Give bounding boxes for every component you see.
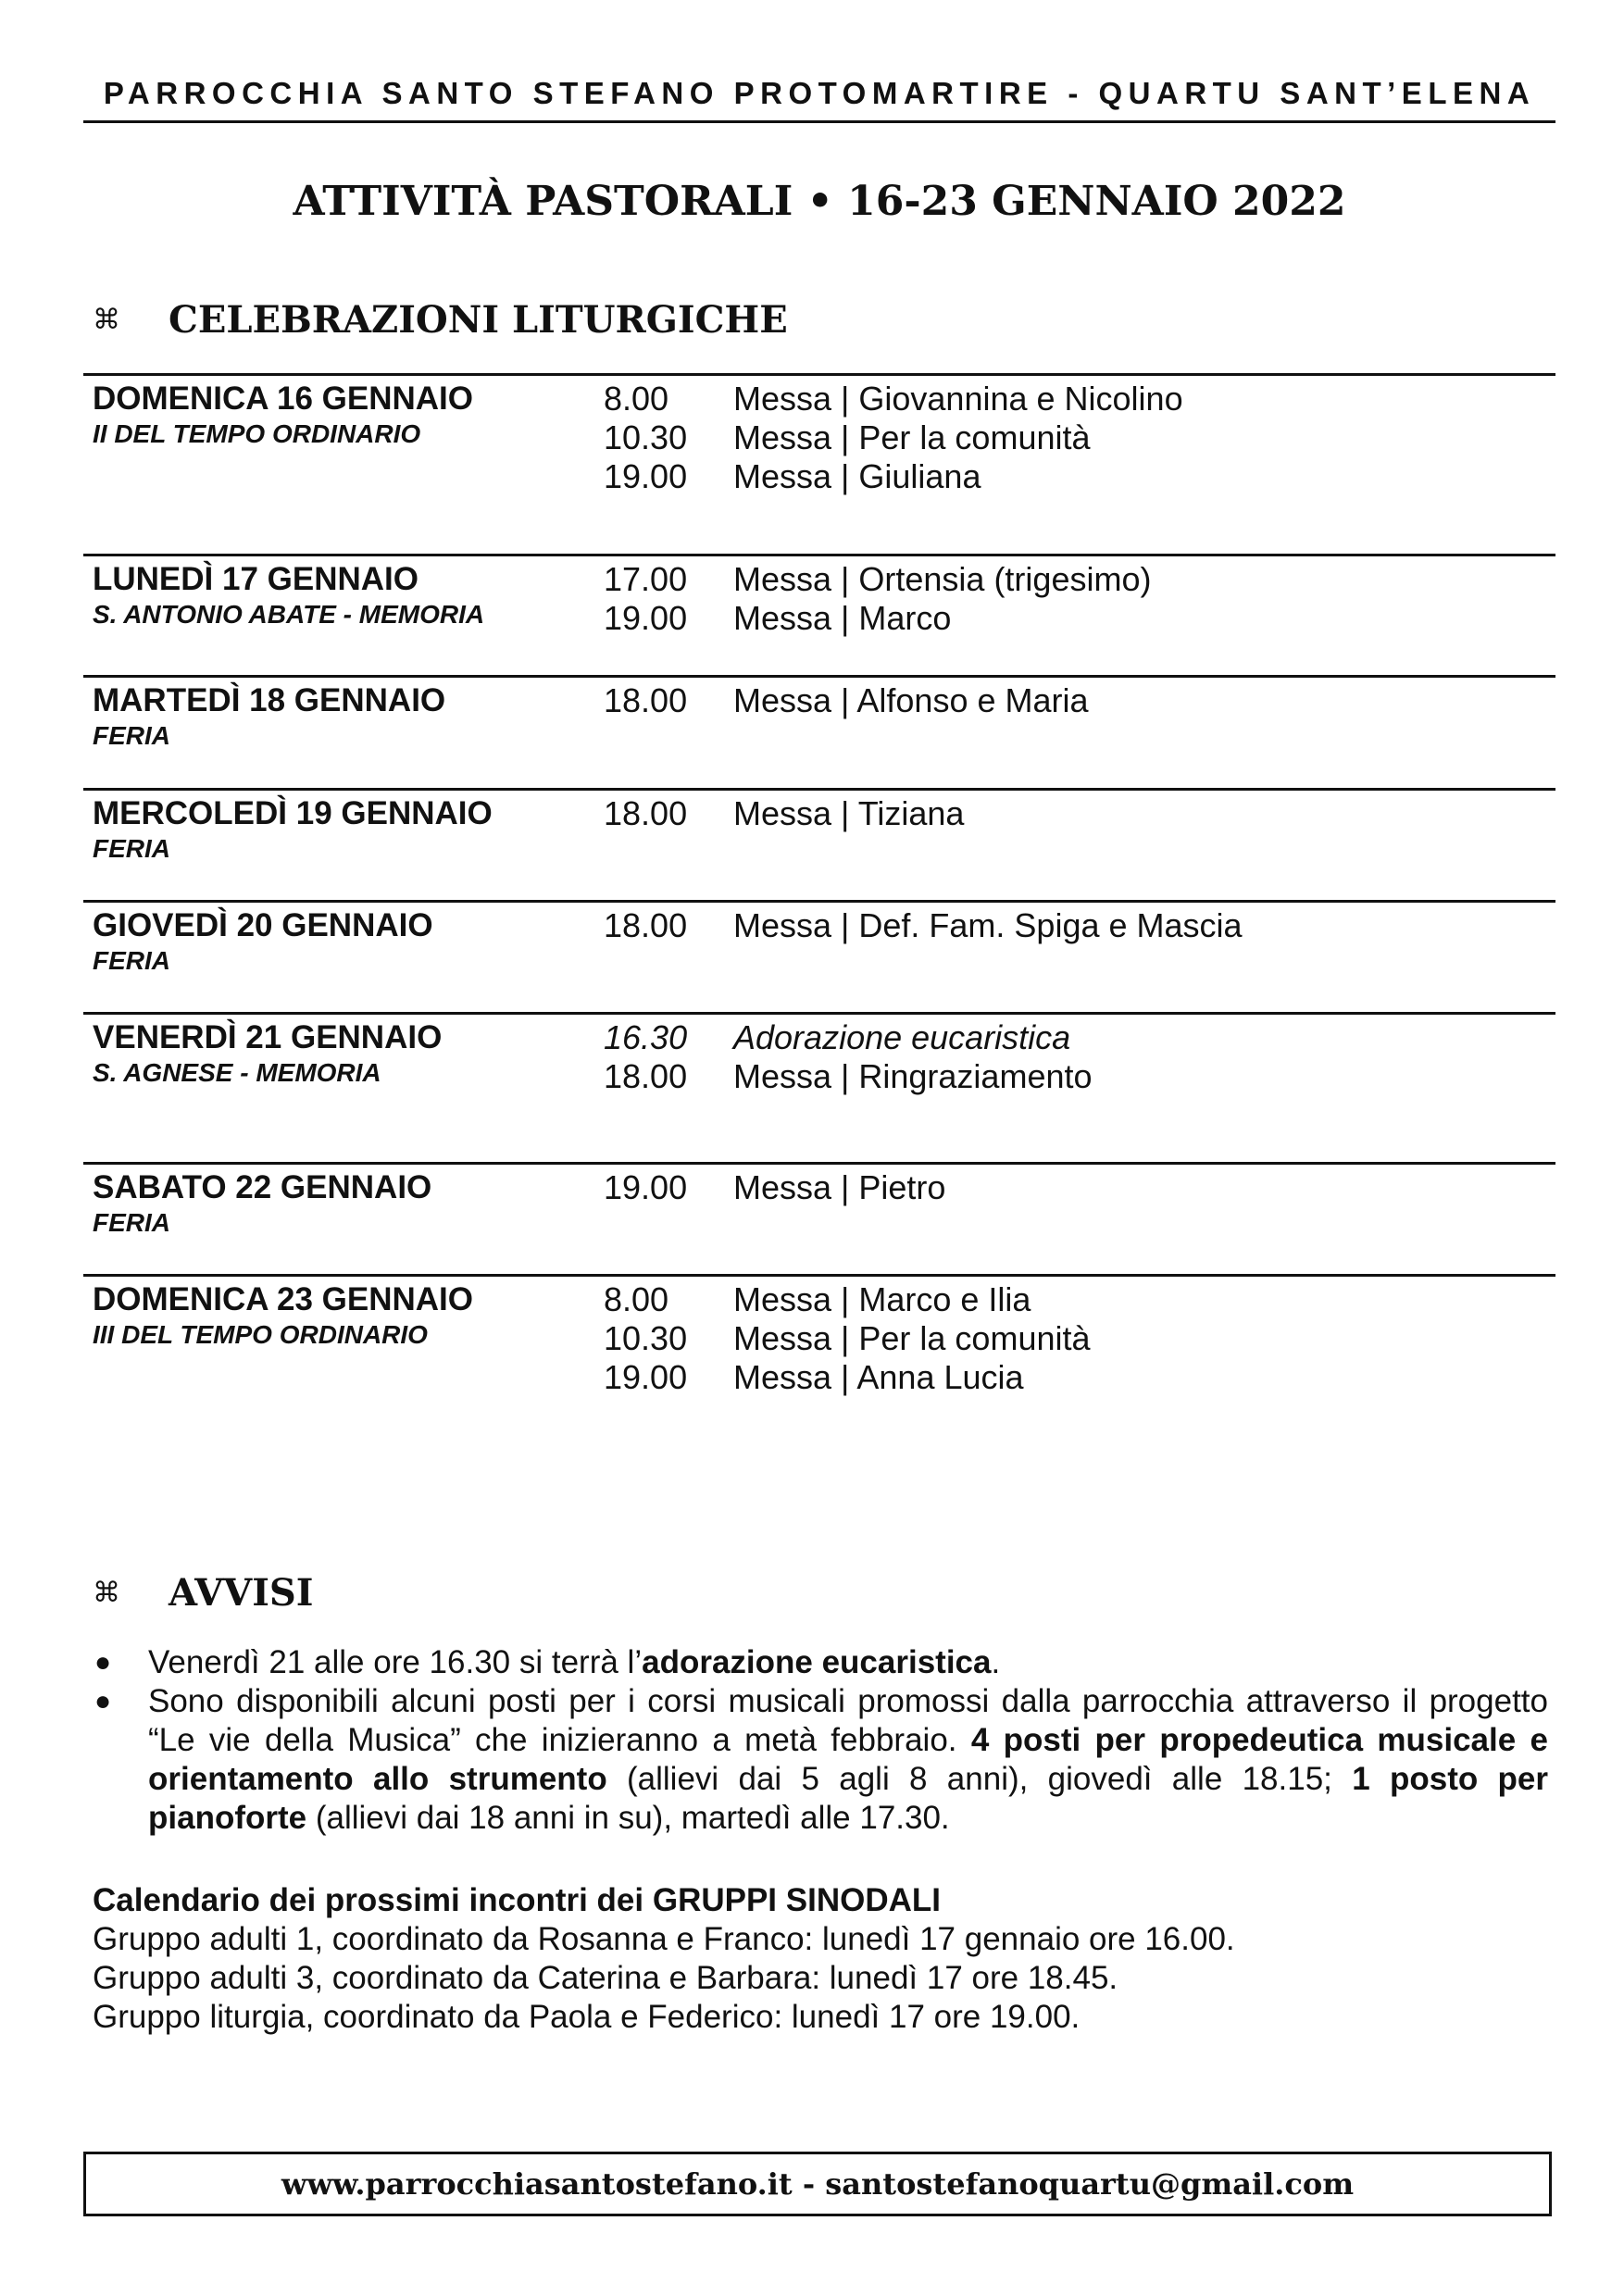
section-label: AVVISI	[169, 1570, 314, 1615]
event-time: 8.00	[604, 380, 669, 418]
event-desc: Adorazione eucaristica	[733, 1018, 1071, 1056]
synodal-groups-calendar	[93, 1881, 1235, 2037]
event-desc: Messa | Giovannina e Nicolino	[733, 380, 1183, 418]
schedule-day	[83, 1162, 1555, 1274]
event-desc: Messa | Per la comunità	[733, 418, 1091, 456]
event-desc: Messa | Ortensia (trigesimo)	[733, 560, 1152, 598]
day-subtitle: FERIA	[93, 834, 170, 863]
group-line: Gruppo adulti 3, coordinato da Caterina e Barbara: lunedì 17 ore 18.45.	[93, 1960, 1118, 1996]
notice-highlight: 1 posto per pianoforte	[148, 1761, 1548, 1836]
notice-item	[93, 1643, 1548, 1682]
notice-text: Venerdì 21 alle ore 16.30 si terrà l’	[148, 1644, 643, 1680]
group-line: Gruppo adulti 1, coordinato da Rosanna e Franco: lunedì 17 gennaio ore 16.00.	[93, 1921, 1235, 1957]
event-time: 18.00	[604, 906, 688, 944]
groups-title: Calendario dei prossimi incontri dei GRUPPI SINODALI	[93, 1882, 941, 1918]
schedule-day	[83, 554, 1555, 675]
schedule-day	[83, 373, 1555, 554]
event-desc: Messa | Marco	[733, 599, 952, 637]
event-time: 10.30	[604, 418, 688, 456]
notice-highlight: adorazione eucaristica	[642, 1644, 992, 1680]
day-name: VENERDÌ 21 GENNAIO	[93, 1019, 443, 1055]
star-cross-icon: ⌘	[93, 1576, 120, 1609]
parish-header: PARROCCHIA SANTO STEFANO PROTOMARTIRE - QUARTU SANT’ELENA	[103, 76, 1536, 110]
event-time: 18.00	[604, 1057, 688, 1095]
day-subtitle: II DEL TEMPO ORDINARIO	[93, 419, 421, 448]
section-heading-celebrazioni	[93, 292, 788, 347]
event-time: 19.00	[604, 457, 688, 495]
day-subtitle: S. AGNESE - MEMORIA	[93, 1058, 381, 1087]
day-name: DOMENICA 16 GENNAIO	[93, 381, 473, 417]
event-desc: Messa | Ringraziamento	[733, 1057, 1093, 1095]
event-desc: Messa | Def. Fam. Spiga e Mascia	[733, 906, 1243, 944]
day-name: MARTEDÌ 18 GENNAIO	[93, 682, 446, 718]
event-time: 8.00	[604, 1280, 669, 1318]
schedule-day	[83, 675, 1555, 788]
notice-text: .	[991, 1644, 1001, 1680]
day-subtitle: S. ANTONIO ABATE - MEMORIA	[93, 600, 485, 629]
event-desc: Messa | Tiziana	[733, 794, 965, 832]
day-subtitle: III DEL TEMPO ORDINARIO	[93, 1320, 428, 1349]
notices-list	[93, 1643, 1548, 1838]
event-time: 19.00	[604, 1168, 688, 1206]
event-desc: Messa | Alfonso e Maria	[733, 681, 1089, 719]
section-label: CELEBRAZIONI LITURGICHE	[169, 297, 788, 342]
footer-contact[interactable]: www.parrocchiasantostefano.it - santostefanoquartu@gmail.com	[281, 2166, 1355, 2202]
day-name: LUNEDÌ 17 GENNAIO	[93, 561, 418, 597]
day-name: GIOVEDÌ 20 GENNAIO	[93, 907, 433, 943]
notice-text: (allievi dai 18 anni in su), martedì alle 17.30.	[306, 1800, 950, 1836]
schedule-day	[83, 788, 1555, 900]
notice-highlight: 4 posti per propedeutica musicale e orientamento allo strumento	[148, 1722, 1548, 1797]
header-rule	[83, 120, 1555, 123]
day-subtitle: FERIA	[93, 1208, 170, 1237]
event-desc: Messa | Per la comunità	[733, 1319, 1091, 1357]
event-time: 19.00	[604, 1358, 688, 1396]
group-line: Gruppo liturgia, coordinato da Paola e Federico: lunedì 17 ore 19.00.	[93, 1999, 1081, 2035]
event-time: 16.30	[604, 1018, 688, 1056]
event-time: 18.00	[604, 794, 688, 832]
day-subtitle: FERIA	[93, 721, 170, 750]
event-time: 18.00	[604, 681, 688, 719]
day-name: SABATO 22 GENNAIO	[93, 1169, 432, 1205]
day-name: DOMENICA 23 GENNAIO	[93, 1281, 473, 1317]
event-desc: Messa | Anna Lucia	[733, 1358, 1024, 1396]
event-time: 19.00	[604, 599, 688, 637]
schedule-day	[83, 1274, 1555, 1404]
event-time: 17.00	[604, 560, 688, 598]
page-title: ATTIVITÀ PASTORALI • 16-23 GENNAIO 2022	[293, 178, 1346, 225]
event-desc: Messa | Marco e Ilia	[733, 1280, 1031, 1318]
day-name: MERCOLEDÌ 19 GENNAIO	[93, 795, 493, 831]
notice-text: Sono disponibili alcuni posti per i corsi musicali promossi dalla parrocchia attraverso il progetto “Le vie della Musica” che inizieranno a metà febbraio.	[148, 1683, 1548, 1758]
schedule-day	[83, 900, 1555, 1012]
section-heading-avvisi	[93, 1565, 314, 1620]
event-time: 10.30	[604, 1319, 688, 1357]
notice-text: (allievi dai 5 agli 8 anni), giovedì alle 18.15;	[606, 1761, 1353, 1797]
star-cross-icon: ⌘	[93, 303, 120, 336]
event-desc: Messa | Giuliana	[733, 457, 981, 495]
day-subtitle: FERIA	[93, 946, 170, 975]
liturgical-schedule	[83, 373, 1555, 1404]
bullet-icon: ●	[94, 1647, 112, 1678]
notice-item	[93, 1682, 1548, 1838]
footer-contact-box	[83, 2152, 1552, 2216]
schedule-day	[83, 1012, 1555, 1162]
event-desc: Messa | Pietro	[733, 1168, 946, 1206]
bullet-icon: ●	[94, 1686, 112, 1716]
